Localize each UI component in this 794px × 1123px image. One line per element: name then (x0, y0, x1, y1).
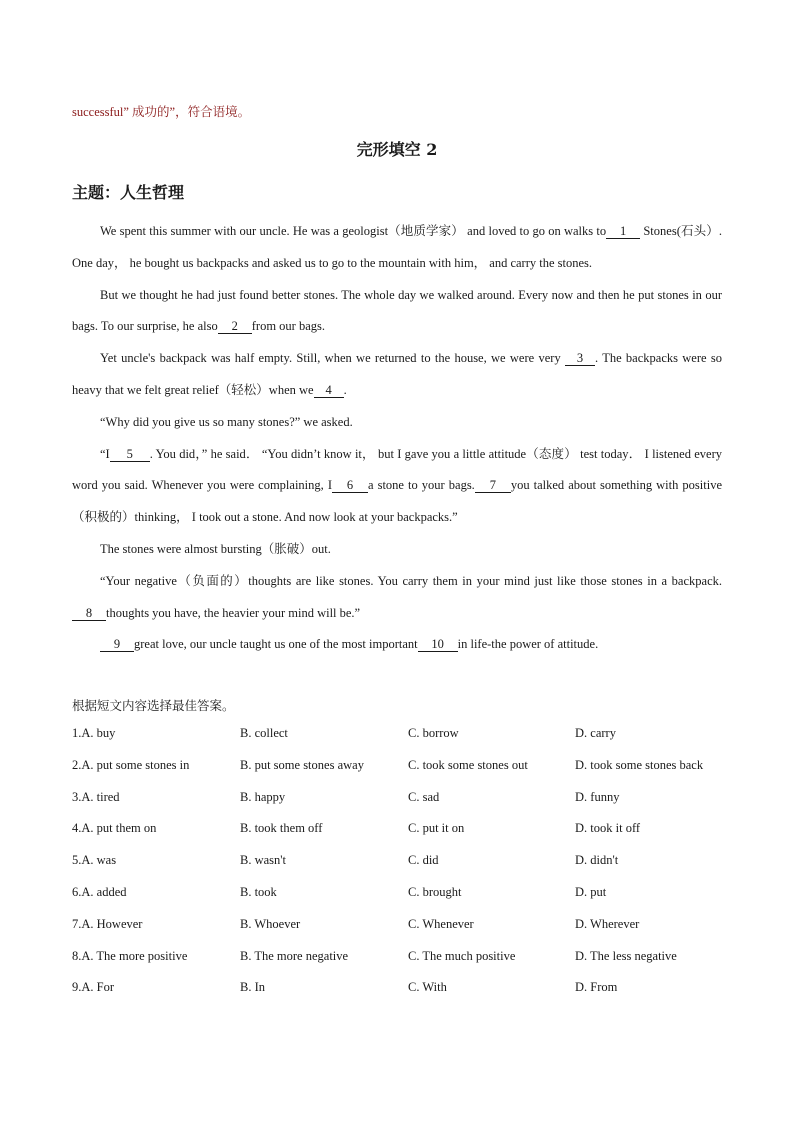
option-7d: D. Wherever (575, 916, 640, 931)
option-5b: B. wasn't (240, 853, 287, 868)
blank-10: 10 (418, 637, 458, 652)
option-5d: D. didn't (575, 853, 619, 868)
option-row-4 (72, 821, 732, 853)
paragraph-1: We spent this summer with our uncle. He was a geologist（地质学家） and loved to go on walks to 1 Stones(石头）. One day， he bought us backpacks and asked us to go to the mountain with him， and carry the stones. (72, 224, 722, 270)
blank-7: 7 (475, 478, 511, 493)
answer-options (72, 726, 732, 1012)
option-6a: 6.A. added (72, 884, 127, 899)
option-3b: B. happy (240, 789, 286, 804)
option-3c: C. sad (408, 789, 440, 804)
option-2d: D. took some stones back (575, 757, 704, 772)
option-9d: D. From (575, 980, 618, 995)
theme-heading: 主题：人生哲理 (72, 183, 185, 202)
option-row-8 (72, 949, 732, 981)
blank-4: 4 (314, 383, 344, 398)
paragraph-7: “Your negative（负面的）thoughts are like stones. You carry them in your mind just like those stones in a backpack.8 thoughts you have, the heavier your mind will be.” (72, 566, 722, 630)
blank-1: 1 (606, 224, 640, 239)
paragraph-4: “Why did you give us so many stones?” we asked. (100, 414, 353, 429)
option-8d: D. The less negative (575, 948, 677, 963)
paragraph-3: Yet uncle's backpack was half empty. Still, when we returned to the house, we were very 3 . The backpacks were so heavy that we felt great relief（轻松）when we 4 . (72, 351, 722, 397)
blank-5: 5 (110, 447, 150, 462)
option-5a: 5.A. was (72, 853, 117, 868)
paragraph-8: 9 great love, our uncle taught us one of the most important 10 in life-the power of attitude. (72, 629, 722, 661)
option-2a: 2.A. put some stones in (72, 757, 190, 772)
blank-9: 9 (100, 637, 134, 652)
blank-8: 8 (72, 606, 106, 621)
option-8a: 8.A. The more positive (72, 948, 188, 963)
option-6c: C. brought (408, 884, 462, 899)
option-row-1 (72, 726, 732, 758)
previous-answer-explanation: successful” 成功的”，符合语境。 (72, 105, 251, 119)
option-row-3 (72, 790, 732, 822)
option-3a: 3.A. tired (72, 789, 120, 804)
section-title: 完形填空 2 (356, 140, 438, 159)
option-1c: C. borrow (408, 726, 459, 740)
paragraph-6: The stones were almost bursting（胀破）out. (100, 541, 331, 556)
option-row-2 (72, 758, 732, 790)
option-2b: B. put some stones away (240, 757, 364, 772)
cloze-passage (72, 216, 722, 661)
option-8b: B. The more negative (240, 948, 349, 963)
option-4b: B. took them off (240, 821, 323, 836)
option-6b: B. took (240, 884, 277, 899)
option-2c: C. took some stones out (408, 757, 528, 772)
option-row-9 (72, 980, 732, 1012)
option-9a: 9.A. For (72, 980, 115, 995)
option-7b: B. Whoever (240, 916, 301, 931)
option-8c: C. The much positive (408, 948, 516, 963)
option-6d: D. put (575, 884, 607, 899)
option-4a: 4.A. put them on (72, 821, 157, 836)
option-row-5 (72, 853, 732, 885)
option-1d: D. carry (575, 726, 616, 740)
option-7c: C. Whenever (408, 916, 474, 931)
option-9c: C. With (408, 980, 447, 995)
option-5c: C. did (408, 853, 439, 868)
option-4d: D. took it off (575, 821, 641, 836)
instruction: 根据短文内容选择最佳答案。 (72, 698, 235, 713)
option-4c: C. put it on (408, 821, 465, 836)
option-7a: 7.A. However (72, 916, 143, 931)
option-row-6 (72, 885, 732, 917)
option-3d: D. funny (575, 789, 620, 804)
option-1b: B. collect (240, 726, 288, 740)
option-9b: B. In (240, 980, 265, 995)
blank-3: 3 (565, 351, 595, 366)
option-row-7 (72, 917, 732, 949)
blank-2: 2 (218, 319, 252, 334)
paragraph-2: But we thought he had just found better stones. The whole day we walked around. Every now and then he put stones in our bags. To our surprise, he also 2 from our bags. (72, 287, 722, 334)
blank-6: 6 (332, 478, 368, 493)
paragraph-5: “I 5 . You did，” he said． “You didn’t know it， but I gave you a little attitude（态度） test today． I listened every word you said. Whenever you were complaining, I 6 a stone to your bags. 7 you talked about something with positive（积极的）thinking， I took out a stone. And now look at your backpacks.” (72, 446, 723, 525)
option-1a: 1.A. buy (72, 726, 116, 740)
